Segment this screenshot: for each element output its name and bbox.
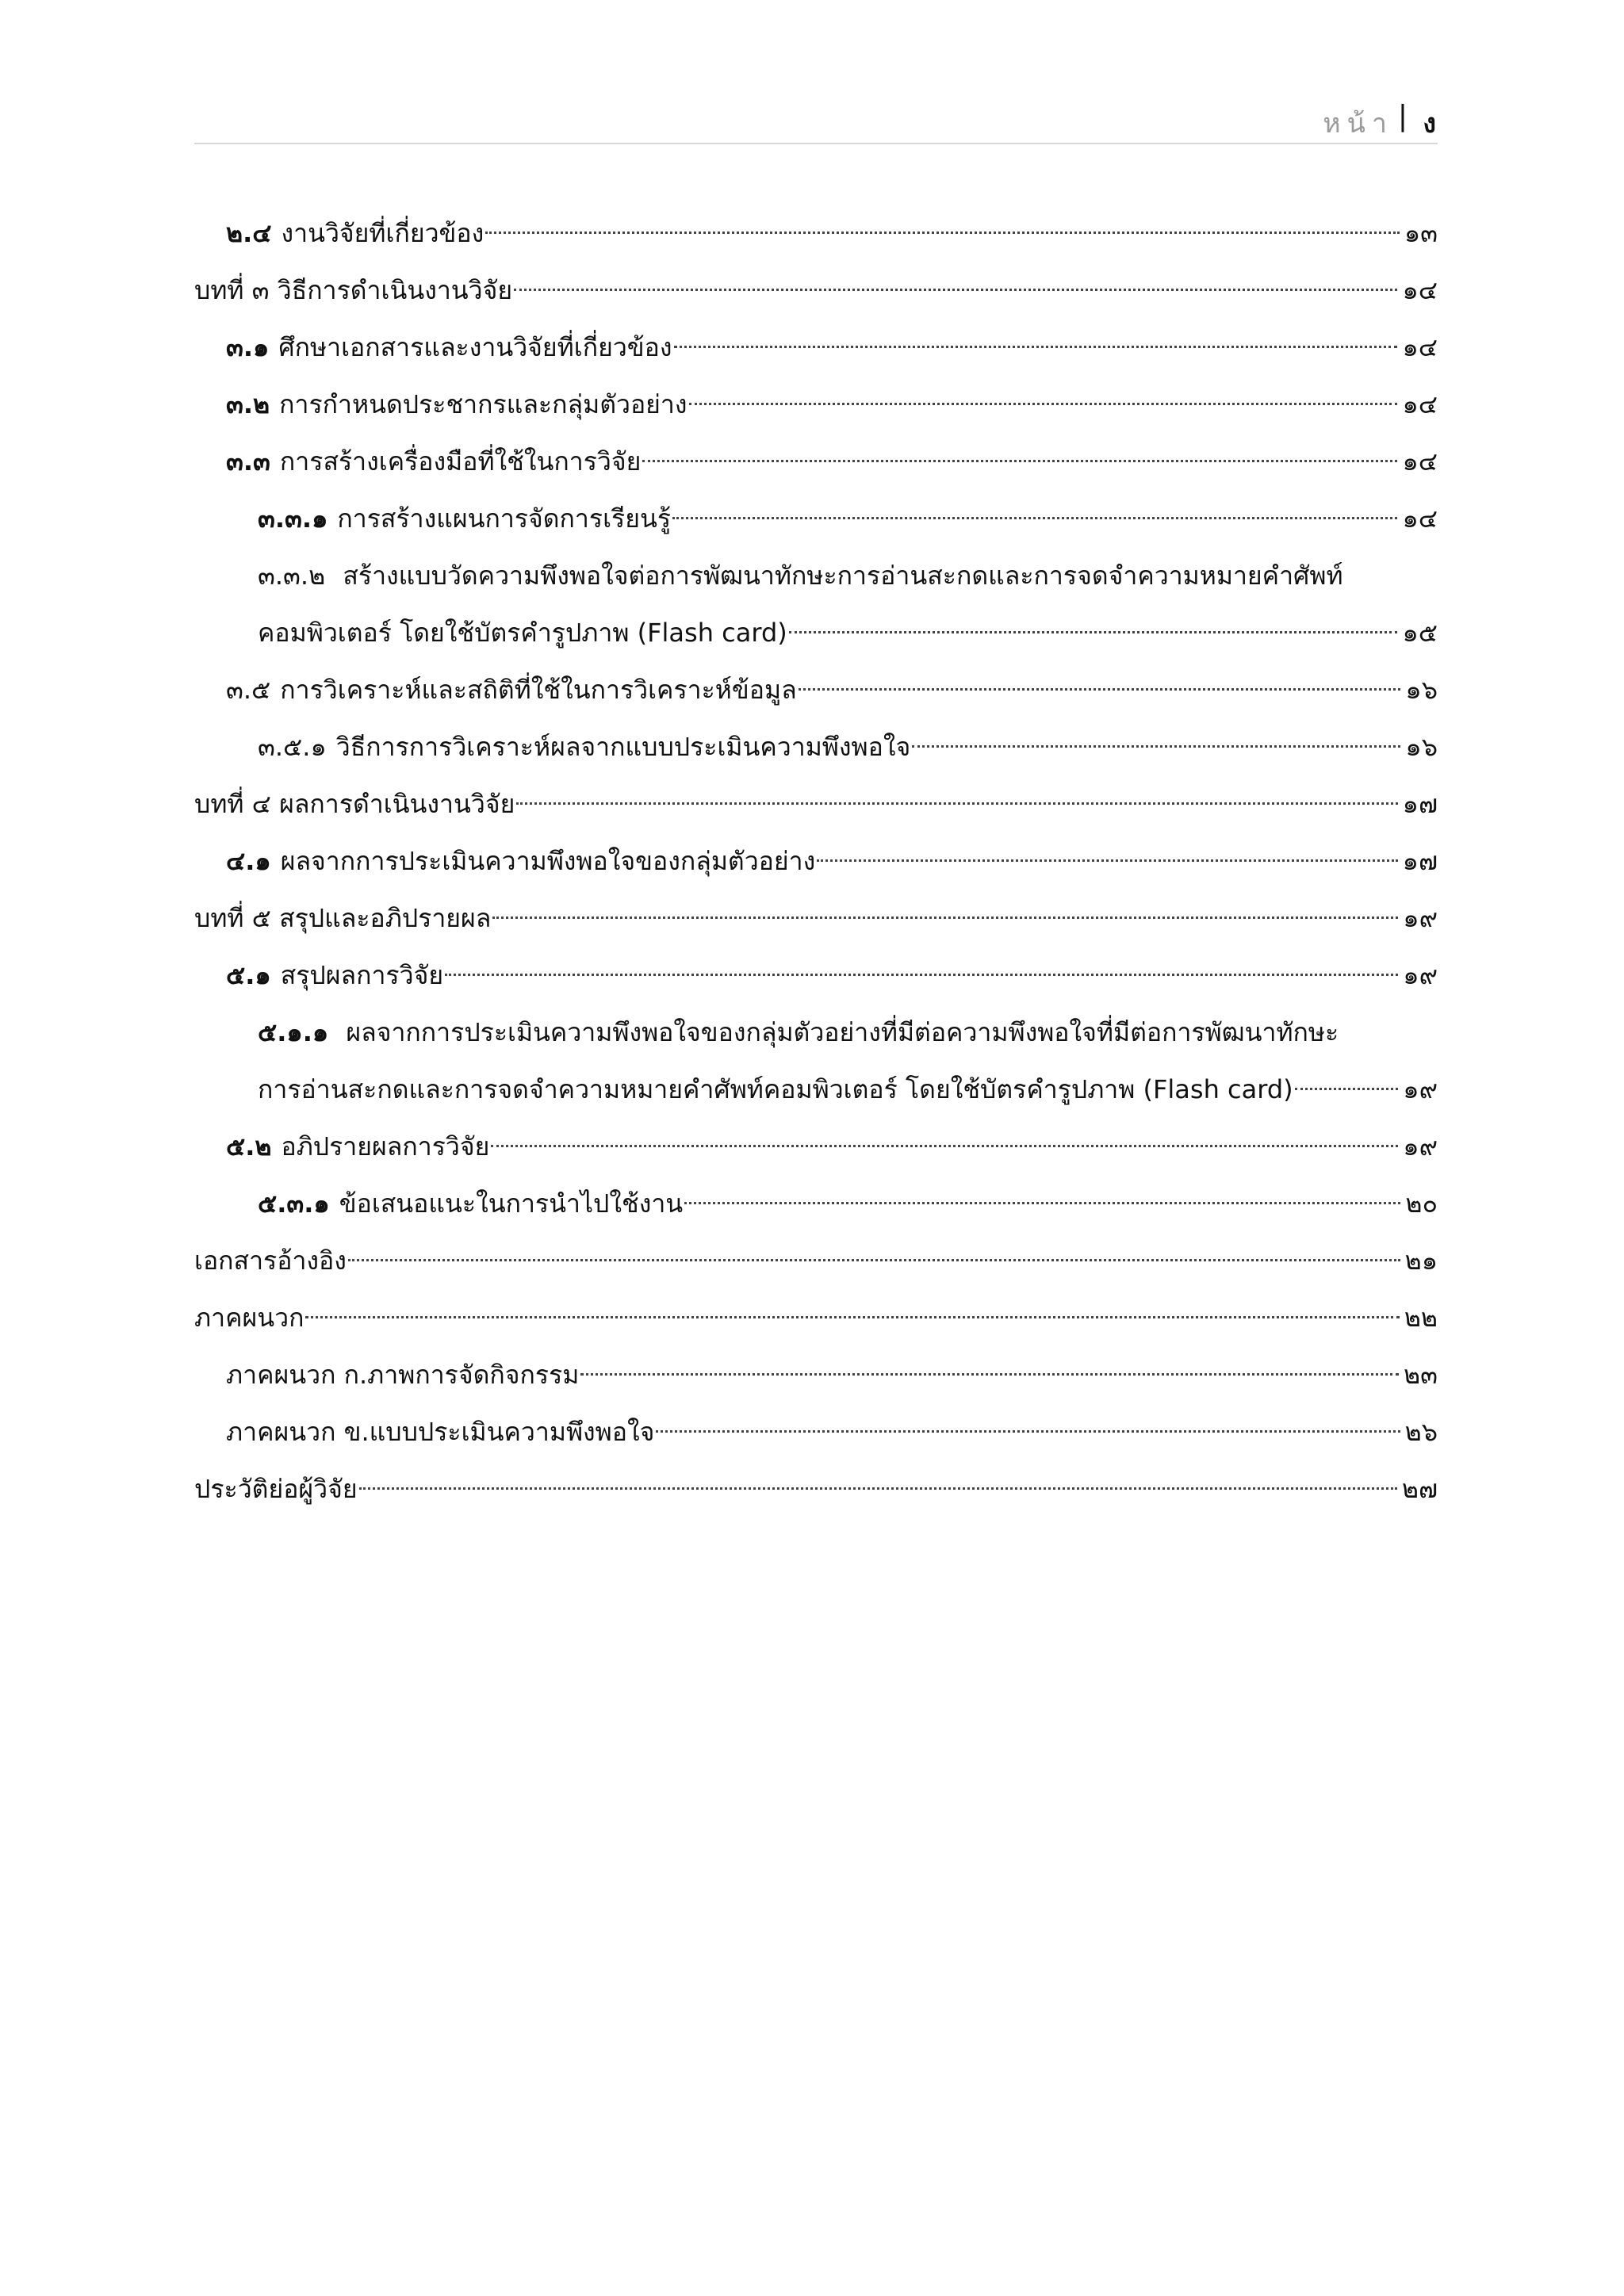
toc-entry-title: ข้อเสนอแนะในการนำไปใช้งาน [339,1188,684,1219]
toc-entry-page: ๑๕ [1402,618,1438,648]
toc-chapter [194,890,1438,947]
toc-entry-page: ๒๗ [1401,1474,1438,1504]
toc-entry-page: ๑๖ [1405,675,1438,705]
toc-entry-page: ๑๔ [1402,332,1438,362]
toc-subentry-first-line [194,547,1438,604]
toc-entry-title: ผลจากการประเมินความพึงพอใจของกลุ่มตัวอย่างที่มีต่อความพึงพอใจที่มีต่อการพัฒนาทักษะ [346,1017,1339,1047]
dot-leader [348,1259,1400,1261]
header-page-number: ง [1423,108,1436,140]
dot-leader [445,974,1398,976]
toc-entry-title: บทที่ ๕ สรุปและอภิปรายผล [194,903,492,933]
toc-entry-number: ๓.๒ [226,389,270,419]
toc-entry-title: ภาคผนวก [194,1303,304,1333]
dot-leader [799,688,1401,691]
toc-entry-title: วิธีการการวิเคราะห์ผลจากแบบประเมินความพึงพอใจ [335,732,911,762]
toc-entry-number: ๓.๕ [226,675,271,705]
page-header [194,101,1438,144]
dot-leader [642,460,1397,462]
header-separator: | [1397,100,1408,132]
toc-entry [194,1403,1438,1460]
toc-entry-number: ๓.๕.๑ [258,732,327,762]
toc-entry-title: บทที่ ๔ ผลการดำเนินงานวิจัย [194,789,515,819]
dot-leader [672,517,1397,519]
toc-entry [194,1118,1438,1175]
toc-entry-title: งานวิจัยที่เกี่ยวข้อง [281,218,485,248]
toc-subentry [194,490,1438,547]
toc-entry-title: อภิปรายผลการวิจัย [281,1131,490,1161]
dot-leader [359,1487,1397,1490]
toc-entry-page: ๒๐ [1405,1188,1438,1219]
dot-leader [684,1202,1400,1204]
toc-entry-number: ๓.๓.๒ [258,561,326,591]
toc-entry-title: ผลจากการประเมินความพึงพอใจของกลุ่มตัวอย่าง [280,846,816,876]
toc-entry-title-continued: การอ่านสะกดและการจดจำความหมายคำศัพท์คอมพิวเตอร์ โดยใช้บัตรคำรูปภาพ (Flash card) [258,1074,1293,1104]
toc-entry-title: การกำหนดประชากรและกลุ่มตัวอย่าง [279,389,688,419]
toc-entry-page: ๑๔ [1402,503,1438,534]
toc-entry-title: ภาคผนวก ก.ภาพการจัดกิจกรรม [226,1360,580,1390]
toc-entry-page: ๒๒ [1404,1303,1438,1333]
toc-entry-number: ๕.๑ [226,960,271,990]
toc-subentry [194,718,1438,775]
toc-subentry [194,1175,1438,1232]
dot-leader [485,232,1400,234]
toc-entry-page: ๑๔ [1402,275,1438,305]
toc-entry [194,205,1438,262]
dot-leader [689,403,1398,405]
toc-entry-page: ๑๔ [1402,389,1438,419]
toc-entry-page: ๑๓ [1404,218,1438,248]
toc-entry [194,832,1438,890]
toc-chapter [194,1289,1438,1346]
dot-leader [789,631,1398,633]
toc-chapter [194,775,1438,832]
toc-entry-page: ๑๖ [1405,732,1438,762]
toc-entry-title: บทที่ ๓ วิธีการดำเนินงานวิจัย [194,275,513,305]
toc-entry-number: ๓.๓ [226,446,270,476]
toc-entry-page: ๑๙ [1403,1074,1438,1104]
dot-leader [305,1316,1399,1318]
toc-entry-number: ๔.๑ [226,846,271,876]
dot-leader [817,859,1397,862]
dot-leader [492,916,1398,919]
toc-entry-page: ๒๖ [1404,1417,1438,1447]
toc-entry [194,947,1438,1004]
toc-entry-number: ๕.๒ [226,1131,272,1161]
toc-entry-page: ๒๓ [1404,1360,1438,1390]
dot-leader [580,1373,1399,1376]
toc-entry-title: เอกสารอ้างอิง [194,1246,347,1276]
toc-entry-title: การสร้างแผนการจัดการเรียนรู้ [337,503,671,534]
dot-leader [516,802,1397,805]
dot-leader [491,1145,1398,1147]
toc-entry-page: ๑๔ [1402,446,1438,476]
toc-entry-number: ๓.๑ [226,332,270,362]
toc-chapter [194,1232,1438,1289]
toc-entry-title: ภาคผนวก ข.แบบประเมินความพึงพอใจ [226,1417,655,1447]
toc-chapter [194,1460,1438,1517]
toc-entry [194,376,1438,433]
dot-leader [674,346,1398,348]
toc-entry-page: ๒๑ [1404,1246,1438,1276]
toc-entry-title: สร้างแบบวัดความพึงพอใจต่อการพัฒนาทักษะการอ่านสะกดและการจดจำความหมายคำศัพท์ [343,561,1343,591]
toc-entry-page: ๑๗ [1402,789,1438,819]
toc-subentry-continuation [194,604,1438,661]
toc-entry-number: ๕.๓.๑ [258,1188,330,1219]
toc-entry [194,319,1438,376]
toc-entry-number: ๕.๑.๑ [258,1017,329,1047]
toc-entry [194,661,1438,718]
toc-entry-page: ๑๗ [1402,846,1438,876]
dot-leader [656,1430,1400,1433]
toc-subentry-continuation [194,1061,1438,1118]
dot-leader [912,745,1400,748]
toc-subentry-first-line [194,1004,1438,1061]
header-label: หน้า [1323,108,1393,140]
toc-entry-title: การวิเคราะห์และสถิติที่ใช้ในการวิเคราะห์ข้อมูล [280,675,797,705]
table-of-contents [194,205,1438,1517]
toc-entry-title: ศึกษาเอกสารและงานวิจัยที่เกี่ยวข้อง [278,332,672,362]
toc-entry-number: ๒.๔ [226,218,272,248]
toc-entry-title: การสร้างเครื่องมือที่ใช้ในการวิจัย [279,446,642,476]
toc-chapter [194,262,1438,319]
toc-entry-title-continued: คอมพิวเตอร์ โดยใช้บัตรคำรูปภาพ (Flash card) [258,618,787,648]
toc-entry-title: ประวัติย่อผู้วิจัย [194,1474,358,1504]
toc-entry-page: ๑๙ [1403,903,1438,933]
dot-leader [514,289,1397,291]
dot-leader [1295,1088,1399,1090]
toc-entry-page: ๑๙ [1403,960,1438,990]
toc-entry-page: ๑๙ [1403,1131,1438,1161]
toc-entry-title: สรุปผลการวิจัย [280,960,444,990]
toc-entry-number: ๓.๓.๑ [258,503,328,534]
toc-entry [194,433,1438,490]
toc-entry [194,1346,1438,1403]
